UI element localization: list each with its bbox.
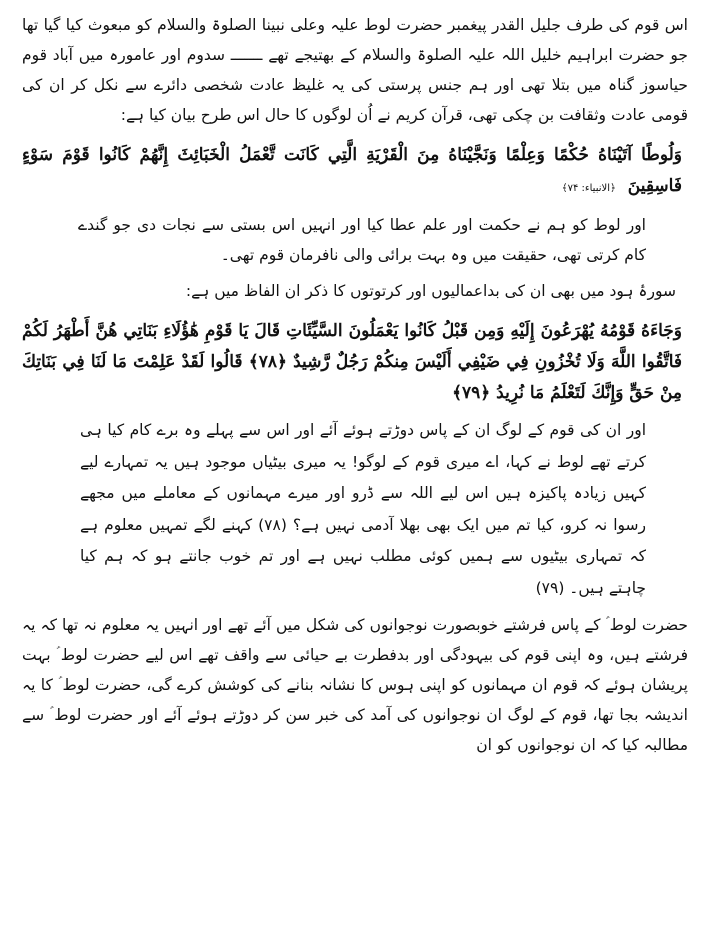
intro-paragraph: اس قوم کی طرف جلیل القدر پیغمبر حضرت لوط علیہ وعلی نبینا الصلوۃ والسلام کو مبعوث کیا گیا تھا جو حضرت ابراہیم خلیل اللہ علیہ الصلوۃ والسلام کے بھتیجے تھے ـــــــ سدوم اور عامورہ میں آباد قوم حیاسوز گناہ میں بتلا تھی اور ہم جنس پرستی کی یہ غلیظ عادت شخصی دائرے سے نکل کر ان کی قومی عادت وثقافت بن چکی تھی، قرآن کریم نے اُن لوگوں کا حال اس طرح بیان کیا ہے:: [22, 16, 688, 124]
quran-verse-hud: [22, 316, 688, 409]
outro-paragraph: حضرت لوط ؑ کے پاس فرشتے خوبصورت نوجوانوں کی شکل میں آئے تھے اور انہیں یہ معلوم نہ تھا کہ یہ فرشتے ہیں، وہ اپنی قوم کی بیہودگی اور بدفطرت بے حیائی سے واقف تھے اس لیے حضرت لوط ؑ بہت پریشان ہوئے کہ قوم ان مہمانوں کو اپنی ہوس کا نشانہ بنانے کی کوشش کرے گی، حضرت لوط ؑ کا یہ اندیشہ بجا تھا، قوم کے لوگ ان نوجوانوں کی آمد کی خبر سن کر دوڑتے ہوئے آئے اور حضرت لوط ؑ سے مطالبہ کیا کہ ان نوجوانوں کو ان: [22, 616, 688, 754]
verse-text: وَلُوطًا آتَيْنَاهُ حُكْمًا وَعِلْمًا وَنَجَّيْنَاهُ مِنَ الْقَرْيَةِ الَّتِي كَانَت تَّعْمَلُ الْخَبَائِثَ إِنَّهُمْ كَانُوا قَوْمَ سَوْءٍ فَاسِقِينَ: [22, 145, 682, 196]
quran-verse-anbiya: [22, 140, 688, 204]
verse-text: وَجَاءَهُ قَوْمُهُ يُهْرَعُونَ إِلَيْهِ وَمِن قَبْلُ كَانُوا يَعْمَلُونَ السَّيِّئَاتِ قَالَ يَا قَوْمِ هَٰؤُلَاءِ بَنَاتِي هُنَّ أَطْهَرُ لَكُمْ فَاتَّقُوا اللَّهَ وَلَا تُخْزُونِ فِي ضَيْفِي أَلَيْسَ مِنكُمْ رَجُلٌ رَّشِيدٌ ﴿٧٨﴾ قَالُوا لَقَدْ عَلِمْتَ مَا لَنَا فِي بَنَاتِكَ مِنْ حَقٍّ وَإِنَّكَ لَتَعْلَمُ مَا نُرِيدُ ﴿٧٩﴾: [22, 321, 682, 403]
verse-reference: ﴿الانبیاء: ۷۴﴾: [561, 183, 616, 194]
verse-translation-anbiya: اور لوط کو ہم نے حکمت اور علم عطا کیا اور انہیں اس بستی سے نجات دی جو گندے کام کرتی تھی، حقیقت میں وہ بہت برائی والی نافرمان قوم تھی۔: [78, 216, 646, 264]
verse-translation-hud: اور ان کی قوم کے لوگ ان کے پاس دوڑتے ہوئے آئے اور اس سے پہلے وہ برے کام کیا ہی کرتے تھے لوط نے کہا، اے میری قوم کے لوگو! یہ میری بیٹیاں موجود ہیں یہ تمہارے لیے کہیں زیادہ پاکیزہ ہیں اس لیے اللہ سے ڈرو اور میرے مہمانوں کے معاملے میں مجھے رسوا نہ کرو، کیا تم میں ایک بھی بھلا آدمی نہیں ہے؟ (۷۸) کہنے لگے تمہیں معلوم ہے کہ تمہاری بیٹیوں سے ہمیں کوئی مطلب نہیں ہے اور تم خوب جانتے ہو کہ ہم کیا چاہتے ہیں۔ (۷۹): [80, 421, 646, 597]
surah-hud-intro: سورۂ ہود میں بھی ان کی بداعمالیوں اور کرتوتوں کا ذکر ان الفاظ میں ہے:: [185, 282, 676, 300]
